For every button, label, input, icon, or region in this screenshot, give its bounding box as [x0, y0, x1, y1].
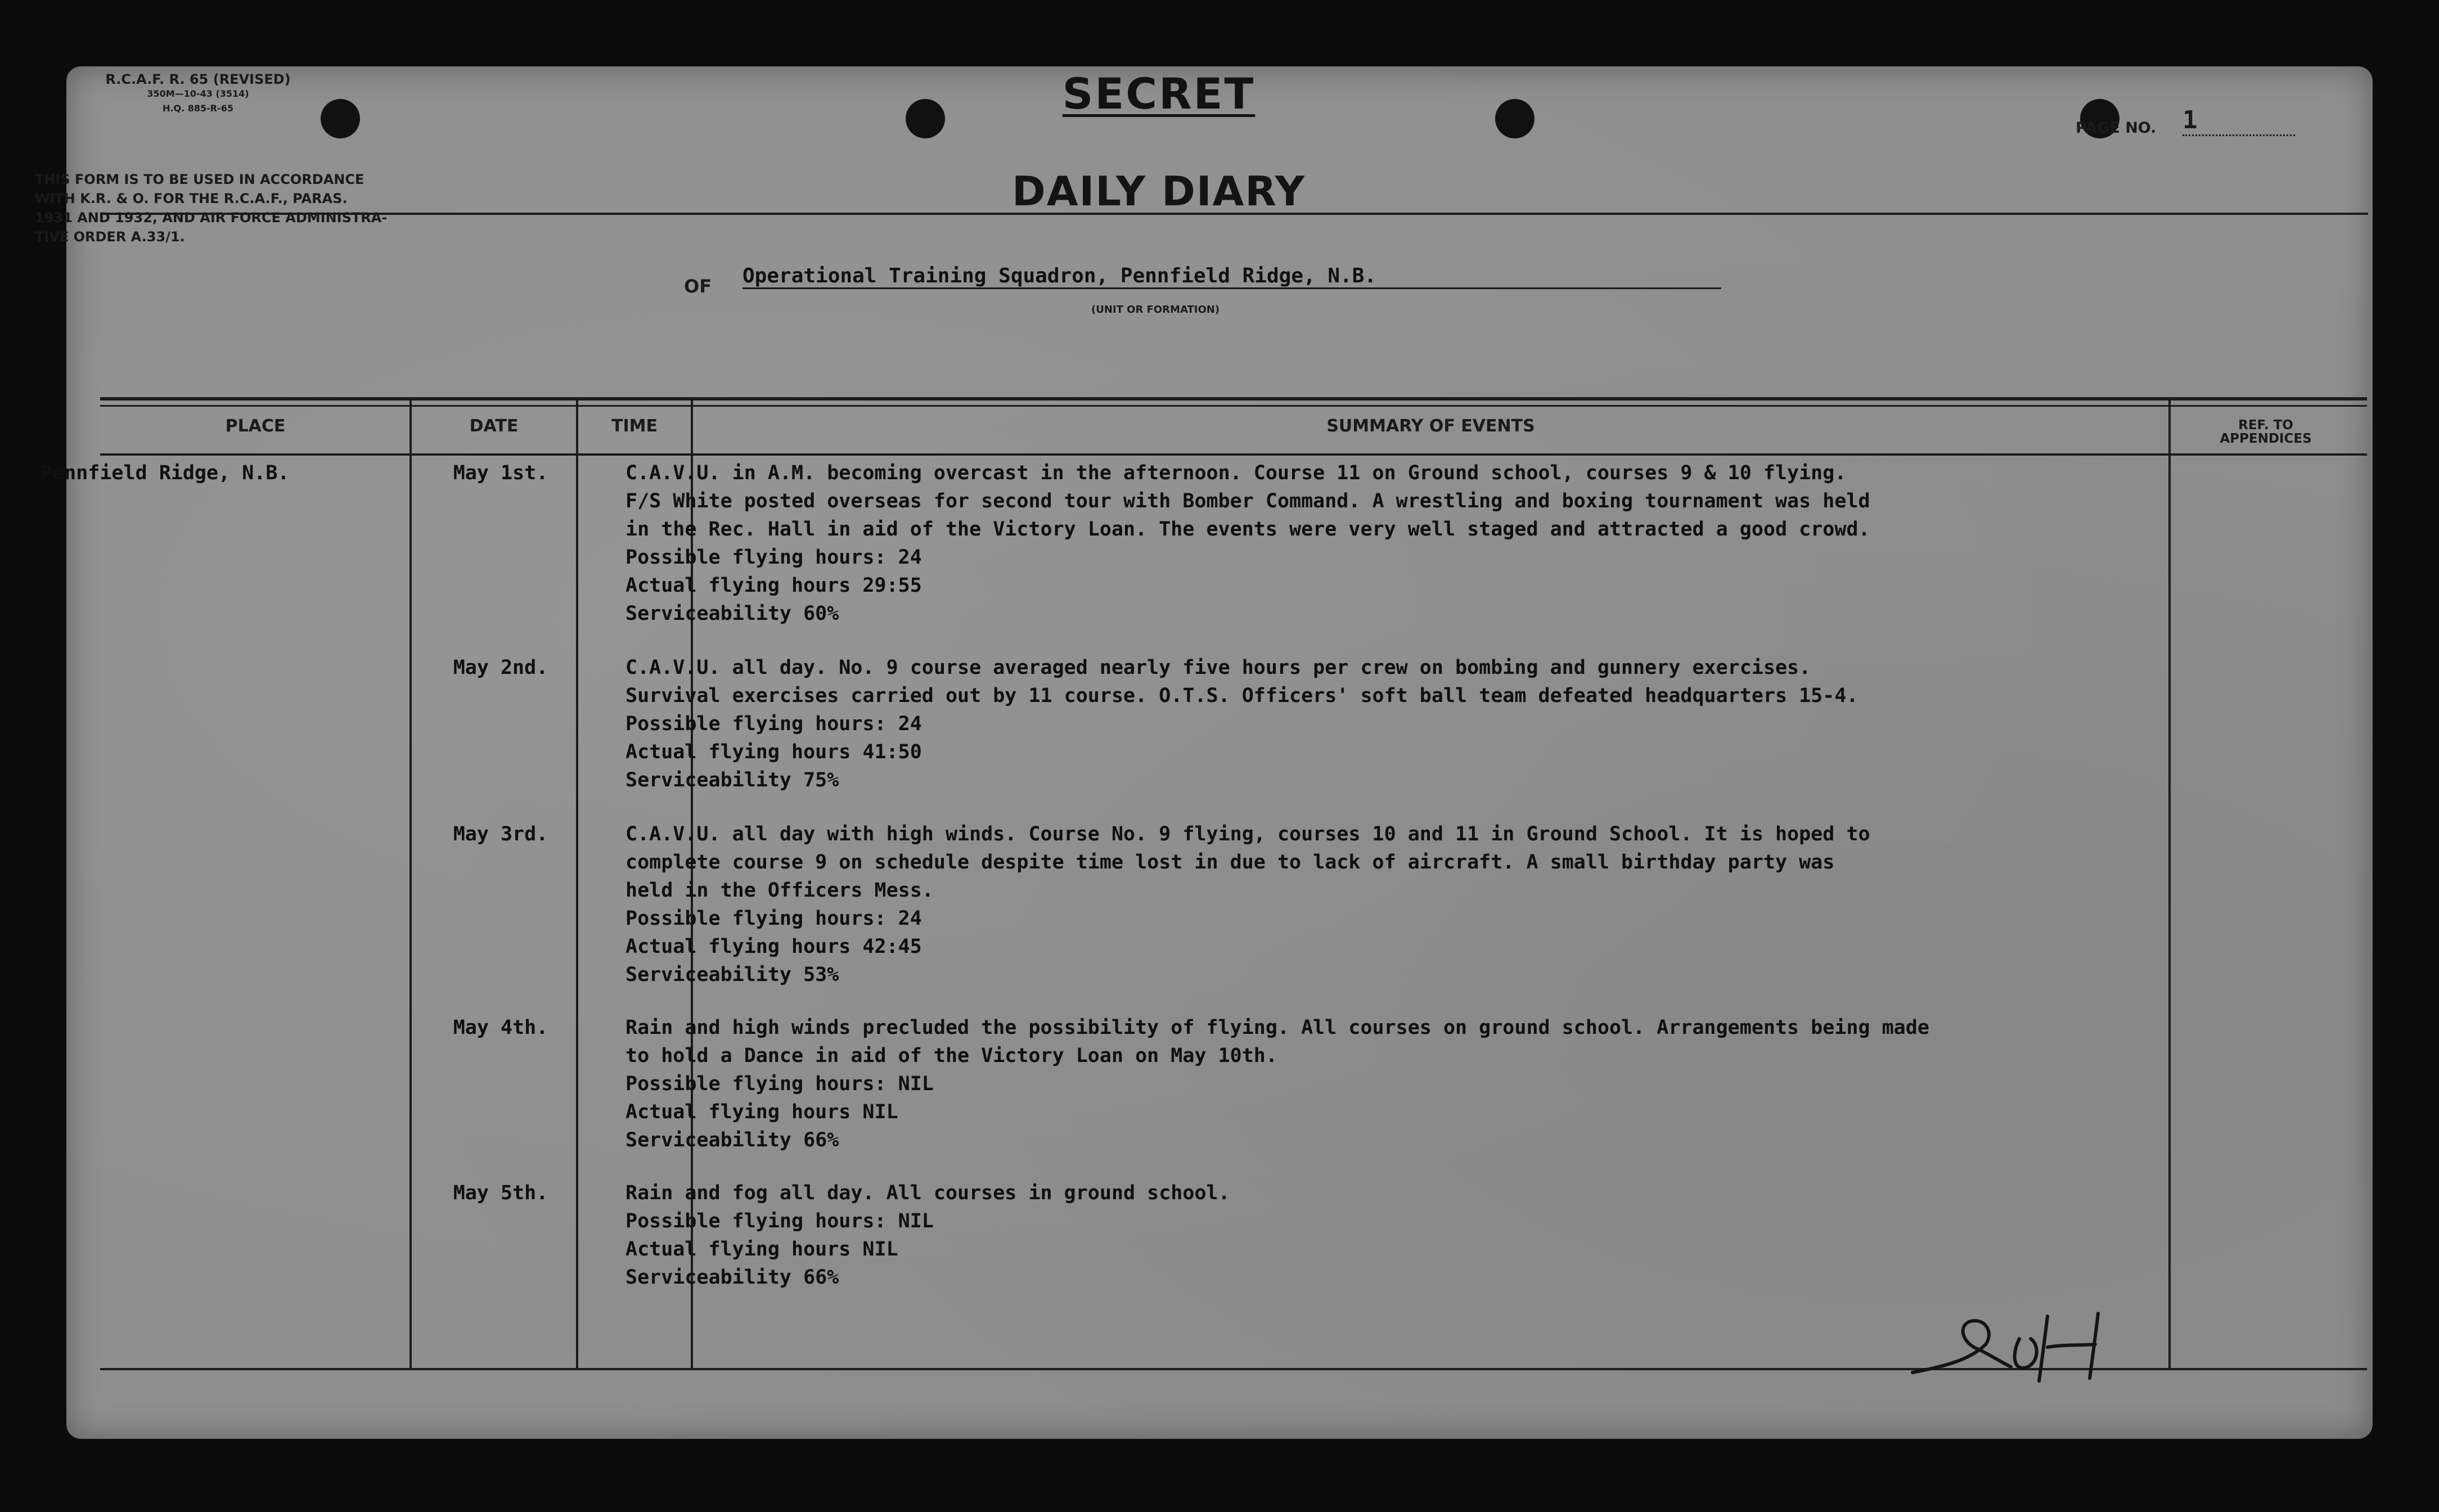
diary-entry [626, 654, 2313, 794]
place-cell: Pennfield Ridge, N.B. [40, 462, 290, 484]
entry-line: Serviceability 53% [626, 964, 839, 986]
entry-line: Rain and fog all day. All courses in ground school. [626, 1182, 1230, 1204]
date-cell: May 5th. [453, 1182, 548, 1204]
entry-line: Actual flying hours NIL [626, 1101, 898, 1123]
entry-line: held in the Officers Mess. [626, 879, 934, 902]
entry-line: to hold a Dance in aid of the Victory Loan on May 10th. [626, 1045, 1277, 1067]
form-id-line: R.C.A.F. R. 65 (REVISED) [105, 71, 291, 87]
column-header-time: TIME [611, 416, 658, 436]
entry-line: Actual flying hours 42:45 [626, 935, 922, 958]
form-instructions [35, 170, 530, 246]
diary-entry [626, 1179, 2313, 1292]
punch-hole [1495, 99, 1534, 138]
entry-line: Actual flying hours 41:50 [626, 741, 922, 763]
header-top-rule [100, 397, 2367, 400]
entry-line: Possible flying hours: NIL [626, 1210, 934, 1232]
column-header-place: PLACE [225, 416, 286, 436]
entry-line: Actual flying hours 29:55 [626, 574, 922, 597]
entry-line: Rain and high winds precluded the possibility of flying. All courses on ground school. Arrangements being made [626, 1016, 1929, 1039]
page-number: 1 [2182, 106, 2295, 136]
entry-line: Possible flying hours: 24 [626, 546, 922, 569]
date-cell: May 3rd. [453, 823, 548, 845]
entry-line: in the Rec. Hall in aid of the Victory Loan. The events were very well staged and attracted a good crowd. [626, 518, 1870, 541]
diary-entry [626, 1014, 2313, 1154]
form-identifier [40, 72, 356, 116]
instruction-line: TIVE ORDER A.33/1. [35, 229, 185, 245]
diary-entry [626, 820, 2313, 989]
header-bottom-rule [100, 453, 2367, 456]
date-cell: May 2nd. [453, 656, 548, 679]
page-title: DAILY DIARY [1011, 168, 1306, 215]
entry-line: F/S White posted overseas for second tour with Bomber Command. A wrestling and boxing tournament was held [626, 490, 1870, 512]
entry-line: C.A.V.U. in A.M. becoming overcast in the afternoon. Course 11 on Ground school, courses 9 & 10 flying. [626, 462, 1847, 484]
column-header-date: DATE [469, 416, 519, 436]
ref-header-line: APPENDICES [2220, 431, 2312, 446]
diary-entry [626, 459, 2313, 628]
entry-line: complete course 9 on schedule despite time lost in due to lack of aircraft. A small birthday party was [626, 851, 1835, 874]
entry-line: Possible flying hours: NIL [626, 1073, 934, 1095]
form-id-line: 350M—10-43 (3514) [147, 88, 249, 99]
entry-line: C.A.V.U. all day with high winds. Course No. 9 flying, courses 10 and 11 in Ground School. It is hoped to [626, 823, 1870, 845]
instruction-line: WITH K.R. & O. FOR THE R.C.A.F., PARAS. [35, 191, 348, 206]
entry-line: Possible flying hours: 24 [626, 907, 922, 930]
entry-line: Possible flying hours: 24 [626, 713, 922, 735]
instruction-line: THIS FORM IS TO BE USED IN ACCORDANCE [35, 172, 364, 187]
ref-header-line: REF. TO [2238, 418, 2293, 433]
header-top-rule [100, 405, 2367, 407]
classification-heading: SECRET [1062, 69, 1256, 119]
entry-line: Serviceability 60% [626, 602, 839, 625]
entry-line: Serviceability 66% [626, 1129, 839, 1151]
unit-name: Operational Training Squadron, Pennfield Ridge, N.B. [742, 264, 1721, 289]
entry-line: Survival exercises carried out by 11 course. O.T.S. Officers' soft ball team defeated headquarters 15-4. [626, 685, 1858, 707]
page-number-label: PAGE NO. [2076, 119, 2157, 137]
column-divider [410, 400, 412, 1370]
unit-of-label: OF [684, 276, 712, 297]
date-cell: May 1st. [453, 462, 548, 484]
instruction-line: 1931 AND 1932, AND AIR FORCE ADMINISTRA- [35, 210, 388, 226]
column-divider [576, 400, 578, 1370]
entry-line: Actual flying hours NIL [626, 1238, 898, 1261]
unit-caption: (UNIT OR FORMATION) [1091, 304, 1220, 316]
entry-line: Serviceability 75% [626, 769, 839, 791]
column-header-summary: SUMMARY OF EVENTS [1326, 416, 1535, 436]
entry-line: C.A.V.U. all day. No. 9 course averaged nearly five hours per crew on bombing and gunnery exercises. [626, 656, 1811, 679]
entry-line: Serviceability 66% [626, 1266, 839, 1289]
handwritten-signature [1901, 1305, 2138, 1389]
date-cell: May 4th. [453, 1016, 548, 1039]
form-id-line: H.Q. 885-R-65 [163, 103, 233, 114]
column-header-ref-appendices [2170, 418, 2361, 446]
